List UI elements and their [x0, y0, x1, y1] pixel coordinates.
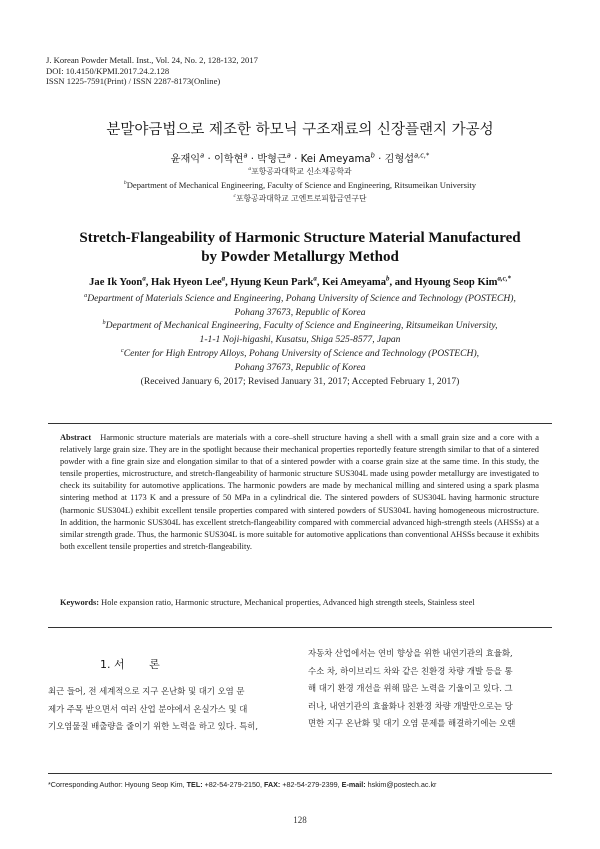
author-sup: a,c,*: [497, 275, 511, 283]
author-sup: a: [221, 275, 226, 283]
author-name: Kei Ameyama: [300, 154, 371, 165]
footnote-fax: +82-54-279-2399,: [280, 780, 342, 789]
footnote-email-label: E-mail:: [341, 780, 366, 789]
english-affiliation-c-line2: Pohang 37673, Republic of Korea: [234, 362, 366, 373]
page-number: 128: [293, 815, 307, 825]
body-line: 기오염물질 배출량을 줄이기 위한 노력을 하고 있다. 특히,: [48, 721, 259, 732]
author-separator: ·: [204, 154, 214, 165]
body-line: 해 대기 환경 개선을 위해 많은 노력을 기울이고 있다. 그: [308, 683, 513, 694]
korean-affiliation-c: [0, 193, 600, 204]
author-separator: ,: [225, 277, 231, 288]
author-sup: a: [286, 151, 291, 160]
keywords: [60, 597, 539, 609]
section-heading: 1. 서 론: [100, 658, 160, 671]
abstract: [60, 432, 539, 553]
author-separator: ·: [290, 154, 301, 165]
keywords-text: Hole expansion ratio, Harmonic structure, Mechanical properties, Advanced high strength steels, Stainless steel: [101, 598, 475, 607]
journal-doi: DOI: 10.4150/KPMI.2017.24.2.128: [46, 65, 170, 76]
affiliation-sup: b: [102, 318, 106, 326]
author-name: Jae Ik Yoon: [89, 277, 143, 288]
affiliation-text: Center for High Entropy Alloys, Pohang University of Science and Technology (POSTECH),: [123, 348, 480, 359]
footnote-lead: *Corresponding Author: Hyoung Seop Kim,: [48, 780, 187, 789]
english-authors: [0, 277, 600, 288]
journal-issn: ISSN 1225-7591(Print) / ISSN 2287-8173(Online): [46, 76, 221, 87]
author-separator: ,: [316, 277, 323, 288]
body-line: 최근 들어, 전 세계적으로 지구 온난화 및 대기 오염 문: [48, 686, 245, 696]
affiliation-sup: b: [123, 180, 127, 187]
author-sup: a: [142, 275, 146, 283]
body-line: 자동차 산업에서는 연비 향상을 위한 내연기관의 효율화,: [308, 648, 513, 658]
keywords-label: Keywords:: [60, 598, 100, 607]
korean-affiliation-b: [0, 180, 600, 190]
english-affiliation-b-line2: 1-1-1 Noji-higashi, Kusatsu, Shiga 525-8577, Japan: [199, 334, 401, 345]
footnote-tel: +82-54-279-2150,: [202, 780, 264, 789]
english-affiliation-a-line1: [0, 293, 600, 304]
footnote-fax-label: FAX:: [263, 780, 281, 789]
journal-info: [46, 55, 258, 87]
english-title: [0, 229, 600, 267]
affiliation-sup: c: [120, 346, 124, 354]
author-sup: a: [313, 275, 317, 283]
affiliation-text: Department of Materials Science and Engineering, Pohang University of Science and Technology (POSTECH),: [87, 293, 516, 304]
footnote-email: hskim@postech.ac.kr: [365, 780, 437, 789]
corresponding-author-footnote: [48, 780, 436, 789]
footnote-tel-label: TEL:: [186, 780, 203, 789]
author-name: Hyoung Seop Kim: [414, 277, 498, 288]
author-name: Hak Hyeon Lee: [151, 277, 222, 288]
affiliation-sup: c: [233, 193, 236, 200]
author-sup: a: [200, 151, 205, 160]
abstract-text: Harmonic structure materials are materials with a core–shell structure having a shell with a small grain size and a core with a relatively large grain size. They are in the spotlight because their mechanical properties reportedly feature strength similar to that of a sintered powder with a fine grain size and elongation similar to that of a sintered powder with a coarse grain size at the same time. In this study, the tensile properties, microstructure, and stretch-flangeability of harmonic structure SUS304L made using powder metallurgy are investigated to check its suitability for automotive applications. The harmonic powders are made by mechanical milling and sintered using a spark plasma sintering method at 1173 K and a pressure of 50 MPa in a cylindrical die. The sintered powders of SUS304L having harmonic structure (harmonic SUS304L) exhibit excellent tensile properties compared with sintered powders of SUS304L having homogeneous microstructure. In addition, the harmonic SUS304L has excellent stretch-flangeability compared with commercial advanced high-strength steels (AHSSs) at a similar strength grade. Thus, the harmonic SUS304L is more suitable for automotive applications than conventional AHSSs because it exhibits both excellent tensile properties and stretch-flangeability.: [60, 433, 540, 551]
author-separator: ·: [247, 154, 258, 165]
affiliation-text: Department of Mechanical Engineering, Faculty of Science and Engineering, Ritsumeikan University: [126, 180, 477, 190]
korean-title: 분말야금법으로 제조한 하모닉 구조재료의 신장플랜지 가공성: [106, 122, 494, 138]
footnote-rule: [48, 773, 552, 774]
left-column: [48, 683, 258, 736]
author-sup: b: [370, 151, 375, 160]
author-separator: ,: [145, 277, 152, 288]
english-title-line2: by Powder Metallurgy Method: [201, 249, 399, 265]
right-column: [308, 645, 515, 733]
author-sup: a,c,*: [414, 151, 430, 160]
korean-affiliation-a: [0, 166, 600, 177]
body-line: 수소 차, 하이브리드 차와 같은 친환경 차량 개발 등을 통: [308, 665, 513, 676]
author-name: 윤재익: [170, 154, 201, 165]
author-name: Kei Ameyama: [322, 277, 386, 288]
affiliation-text: 포항공과대학교 신소재공학과: [251, 167, 352, 176]
korean-authors: [0, 150, 600, 165]
affiliation-text: Department of Mechanical Engineering, Faculty of Science and Engineering, Ritsumeikan University,: [105, 320, 498, 331]
abstract-bottom-rule: [48, 627, 552, 628]
author-separator: ·: [374, 154, 385, 165]
author-separator: , and: [389, 277, 415, 288]
affiliation-sup: a: [84, 291, 88, 299]
author-name: 김형섭: [384, 154, 415, 165]
abstract-label: Abstract: [60, 433, 92, 442]
author-name: 박형근: [257, 154, 287, 165]
english-affiliation-c-line1: [0, 348, 600, 359]
english-affiliation-b-line1: [0, 320, 600, 331]
author-name: 이학현: [213, 154, 244, 165]
affiliation-sup: a: [248, 166, 252, 173]
english-affiliation-a-line2: Pohang 37673, Republic of Korea: [234, 307, 366, 318]
body-line: 제가 주목 받으면서 여러 산업 분야에서 온실가스 및 대: [48, 703, 248, 714]
author-sup: b: [386, 275, 390, 283]
affiliation-text: 포항공과대학교 고엔트로피합금연구단: [235, 194, 367, 203]
english-title-line1: Stretch-Flangeability of Harmonic Structure Material Manufactured: [79, 230, 521, 246]
body-line: 러나, 내연기관의 효율화나 친환경 차량 개발만으로는 당: [308, 700, 513, 711]
journal-citation: J. Korean Powder Metall. Inst., Vol. 24, No. 2, 128-132, 2017: [46, 55, 258, 65]
author-sup: a: [243, 151, 248, 160]
author-name: Hyung Keun Park: [230, 277, 314, 288]
received-dates: (Received January 6, 2017; Revised January 31, 2017; Accepted February 1, 2017): [140, 376, 460, 387]
body-line: 면한 지구 온난화 및 대기 오염 문제를 해결하기에는 오랜: [308, 718, 516, 729]
abstract-top-rule: [48, 423, 552, 424]
